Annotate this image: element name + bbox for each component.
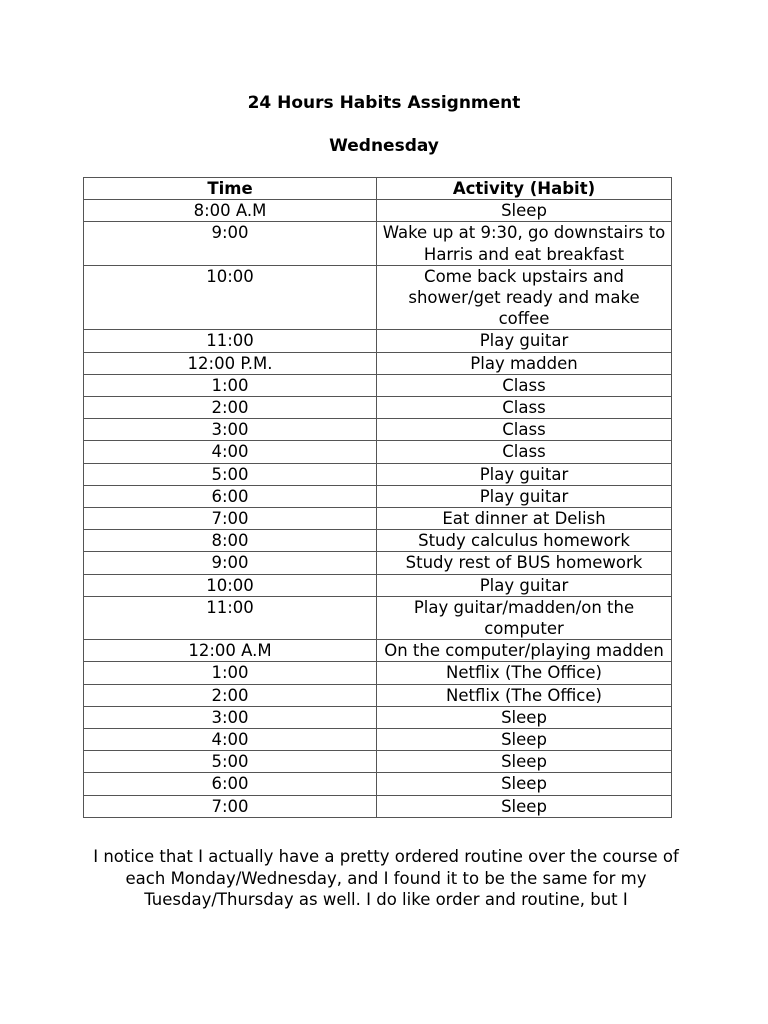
table-row	[84, 662, 672, 684]
activity-cell: Play guitar	[377, 463, 672, 485]
activity-cell: Class	[377, 441, 672, 463]
time-cell: 11:00	[84, 330, 377, 352]
table-row	[84, 530, 672, 552]
time-cell: 3:00	[84, 419, 377, 441]
habits-table	[83, 177, 672, 818]
table-row	[84, 706, 672, 728]
activity-cell: On the computer/playing madden	[377, 640, 672, 662]
activity-cell: Study rest of BUS homework	[377, 552, 672, 574]
activity-cell: Sleep	[377, 751, 672, 773]
time-cell: 4:00	[84, 729, 377, 751]
activity-cell: Play madden	[377, 352, 672, 374]
activity-cell: Study calculus homework	[377, 530, 672, 552]
table-row	[84, 751, 672, 773]
time-cell: 7:00	[84, 508, 377, 530]
time-cell: 2:00	[84, 397, 377, 419]
table-header-row	[84, 178, 672, 200]
time-cell: 6:00	[84, 773, 377, 795]
activity-cell: Netflix (The Office)	[377, 662, 672, 684]
activity-cell: Class	[377, 397, 672, 419]
time-cell: 9:00	[84, 222, 377, 265]
time-cell: 6:00	[84, 485, 377, 507]
table-row	[84, 552, 672, 574]
table-row	[84, 684, 672, 706]
activity-cell: Sleep	[377, 200, 672, 222]
time-cell: 12:00 A.M	[84, 640, 377, 662]
table-row	[84, 773, 672, 795]
time-cell: 8:00 A.M	[84, 200, 377, 222]
time-cell: 1:00	[84, 662, 377, 684]
time-cell: 5:00	[84, 463, 377, 485]
time-cell: 10:00	[84, 574, 377, 596]
time-cell: 7:00	[84, 795, 377, 817]
table-row	[84, 374, 672, 396]
time-cell: 4:00	[84, 441, 377, 463]
time-cell: 9:00	[84, 552, 377, 574]
activity-cell: Sleep	[377, 729, 672, 751]
activity-cell: Sleep	[377, 773, 672, 795]
table-row	[84, 485, 672, 507]
document-day: Wednesday	[329, 136, 439, 156]
activity-cell: Class	[377, 374, 672, 396]
activity-cell: Netflix (The Office)	[377, 684, 672, 706]
table-row	[84, 265, 672, 330]
table-row	[84, 222, 672, 265]
activity-cell: Come back upstairs and shower/get ready and make coffee	[377, 265, 672, 330]
table-row	[84, 200, 672, 222]
table-row	[84, 419, 672, 441]
time-cell: 11:00	[84, 596, 377, 639]
time-cell: 2:00	[84, 684, 377, 706]
header-activity: Activity (Habit)	[377, 178, 672, 200]
time-cell: 10:00	[84, 265, 377, 330]
document-title: 24 Hours Habits Assignment	[247, 93, 521, 113]
activity-cell: Play guitar	[377, 330, 672, 352]
table-row	[84, 330, 672, 352]
activity-cell: Wake up at 9:30, go downstairs to Harris and eat breakfast	[377, 222, 672, 265]
reflection-paragraph: I notice that I actually have a pretty ordered routine over the course of each Monday/Wednesday, and I found it to be the same for my Tuesday/Thursday as well. I do like order and routine, but I	[93, 847, 679, 910]
activity-cell: Play guitar	[377, 485, 672, 507]
table-row	[84, 508, 672, 530]
table-row	[84, 574, 672, 596]
table-row	[84, 729, 672, 751]
activity-cell: Sleep	[377, 795, 672, 817]
table-row	[84, 352, 672, 374]
activity-cell: Play guitar/madden/on the computer	[377, 596, 672, 639]
table-row	[84, 795, 672, 817]
activity-cell: Class	[377, 419, 672, 441]
header-time: Time	[84, 178, 377, 200]
activity-cell: Sleep	[377, 706, 672, 728]
time-cell: 1:00	[84, 374, 377, 396]
activity-cell: Play guitar	[377, 574, 672, 596]
time-cell: 3:00	[84, 706, 377, 728]
table-row	[84, 397, 672, 419]
time-cell: 8:00	[84, 530, 377, 552]
table-row	[84, 640, 672, 662]
table-row	[84, 463, 672, 485]
table-row	[84, 596, 672, 639]
activity-cell: Eat dinner at Delish	[377, 508, 672, 530]
time-cell: 12:00 P.M.	[84, 352, 377, 374]
table-row	[84, 441, 672, 463]
time-cell: 5:00	[84, 751, 377, 773]
